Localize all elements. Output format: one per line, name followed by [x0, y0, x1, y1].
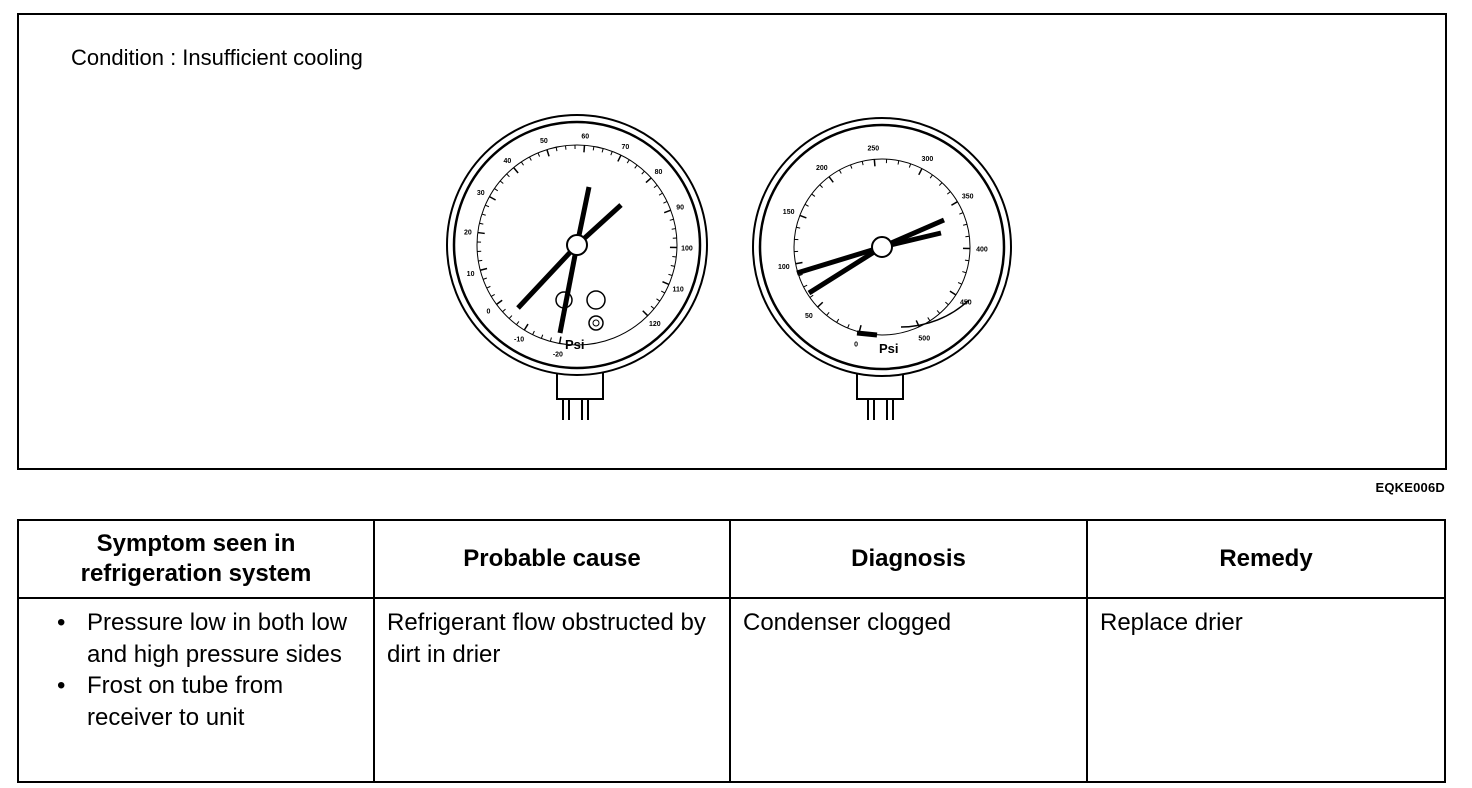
- table-row: [18, 598, 1445, 782]
- low-gauge-tick-label: 40: [503, 157, 512, 165]
- high-gauge-tick-label: 400: [976, 246, 988, 254]
- low-pressure-gauge: [447, 115, 707, 420]
- low-gauge-tick-label: 110: [672, 286, 684, 294]
- low-gauge-tick-label: 30: [476, 189, 485, 197]
- table-header-row: [18, 520, 1445, 598]
- low-gauge-tick: [478, 260, 482, 261]
- low-gauge-tick-label: 90: [676, 204, 685, 212]
- diagnosis-table: [17, 519, 1446, 783]
- remedy-cell: Replace drier: [1087, 598, 1445, 782]
- low-gauge-tick-label: 0: [486, 308, 491, 316]
- low-gauge-tick-label: 20: [463, 229, 472, 237]
- low-gauge-tick-label: 120: [648, 320, 661, 328]
- high-gauge-tick-label: 100: [777, 264, 790, 272]
- low-gauge-tick: [672, 229, 676, 230]
- header-symptom: Symptom seen in refrigeration system: [18, 520, 374, 598]
- low-gauge-tick-label: 100: [681, 245, 693, 253]
- high-gauge-tick: [874, 159, 875, 166]
- high-gauge-tick-label: 150: [782, 209, 795, 217]
- high-gauge-tick-label: 250: [867, 145, 880, 153]
- symptom-item: • Pressure low in both low and high pressure sides: [57, 609, 348, 668]
- figure-code: EQKE006D: [1375, 480, 1445, 495]
- high-gauge-tick-label: 0: [854, 341, 859, 349]
- high-pressure-gauge: [753, 118, 1011, 420]
- header-cause: Probable cause: [374, 520, 730, 598]
- low-gauge-tick-label: 60: [581, 133, 590, 141]
- low-gauge-tick: [584, 145, 585, 152]
- diagnosis-cell: Condenser clogged: [730, 598, 1087, 782]
- high-gauge-tick-label: 300: [921, 155, 934, 163]
- low-gauge-tick-label: 80: [654, 169, 663, 177]
- high-gauge-tick-label: 450: [960, 299, 972, 307]
- condition-label: Condition : Insufficient cooling: [71, 45, 363, 70]
- high-gauge-tick-label: 350: [961, 193, 974, 201]
- symptom-item: • Frost on tube from receiver to unit: [57, 672, 284, 731]
- low-gauge-tick-label: -10: [513, 336, 525, 344]
- low-gauge-unit: Psi: [565, 337, 585, 352]
- high-gauge-tick-label: 50: [804, 313, 813, 321]
- cause-cell: Refrigerant flow obstructed by dirt in drier: [374, 598, 730, 782]
- header-diagnosis: Diagnosis: [730, 520, 1087, 598]
- high-gauge-tick-label: 500: [918, 335, 931, 343]
- low-gauge-tick-label: 50: [540, 138, 548, 146]
- low-gauge-tick-label: -20: [552, 351, 563, 359]
- low-gauge-tick-label: 10: [466, 270, 475, 278]
- low-gauge-tick-label: 70: [621, 144, 630, 152]
- low-gauge-tick: [478, 233, 485, 234]
- symptom-list: [31, 607, 361, 733]
- gauge-figure: [17, 13, 1447, 470]
- low-gauge-tick: [593, 146, 594, 150]
- symptom-cell: [18, 598, 374, 782]
- high-gauge-unit: Psi: [879, 341, 899, 356]
- high-gauge-tick: [965, 260, 969, 261]
- gauges-illustration: [19, 15, 1447, 470]
- header-remedy: Remedy: [1087, 520, 1445, 598]
- high-gauge-tick-label: 200: [815, 165, 828, 173]
